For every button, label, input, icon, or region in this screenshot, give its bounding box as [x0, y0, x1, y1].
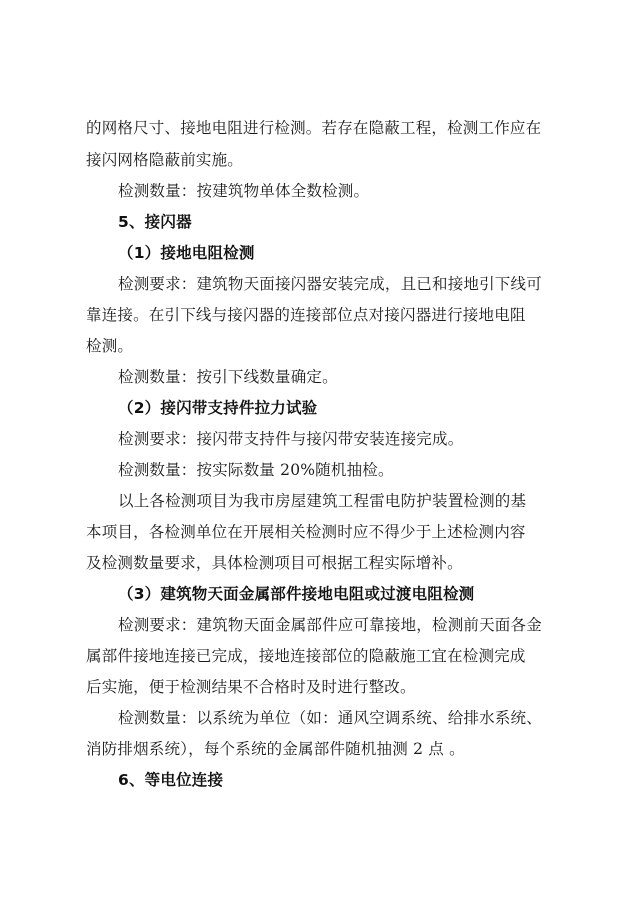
paragraph-line: 检测数量：按建筑物单体全数检测。 [118, 182, 370, 200]
paragraph-line: 检测数量：以系统为单位（如：通风空调系统、给排水系统、 [118, 709, 542, 727]
section-heading-5: 5、接闪器 [118, 213, 192, 231]
paragraph-line: 后实施，便于检测结果不合格时及时进行整改。 [86, 678, 416, 696]
subsection-heading: （3）建筑物天面金属部件接地电阻或过渡电阻检测 [118, 585, 475, 603]
paragraph-line: 靠连接。在引下线与接闪器的连接部位点对接闪器进行接地电阻 [86, 306, 526, 324]
paragraph-line: 接闪网格隐蔽前实施。 [86, 151, 244, 169]
paragraph-line: 检测要求：建筑物天面接闪器安装完成，且已和接地引下线可 [118, 275, 542, 293]
paragraph-line: 的网格尺寸、接地电阻进行检测。若存在隐蔽工程，检测工作应在 [86, 119, 542, 137]
paragraph-line: 检测要求：接闪带支持件与接闪带安装连接完成。 [118, 430, 464, 448]
subsection-heading: （2）接闪带支持件拉力试验 [118, 399, 318, 417]
paragraph-line: 检测数量：按实际数量 20%随机抽检。 [118, 461, 394, 479]
paragraph-line: 以上各检测项目为我市房屋建筑工程雷电防护装置检测的基 [118, 492, 527, 510]
paragraph-line: 及检测数量要求，具体检测项目可根据工程实际增补。 [86, 554, 463, 572]
paragraph-line: 消防排烟系统），每个系统的金属部件随机抽测 2 点 。 [86, 740, 465, 758]
paragraph-line: 属部件接地连接已完成，接地连接部位的隐蔽施工宜在检测完成 [86, 647, 526, 665]
subsection-heading: （1）接地电阻检测 [118, 244, 255, 262]
section-heading-6: 6、等电位连接 [118, 771, 224, 789]
paragraph-line: 检测。 [86, 337, 134, 355]
paragraph-line: 本项目，各检测单位在开展相关检测时应不得少于上述检测内容 [86, 523, 526, 541]
paragraph-line: 检测要求：建筑物天面金属部件应可靠接地，检测前天面各金 [118, 616, 542, 634]
paragraph-line: 检测数量：按引下线数量确定。 [118, 368, 338, 386]
